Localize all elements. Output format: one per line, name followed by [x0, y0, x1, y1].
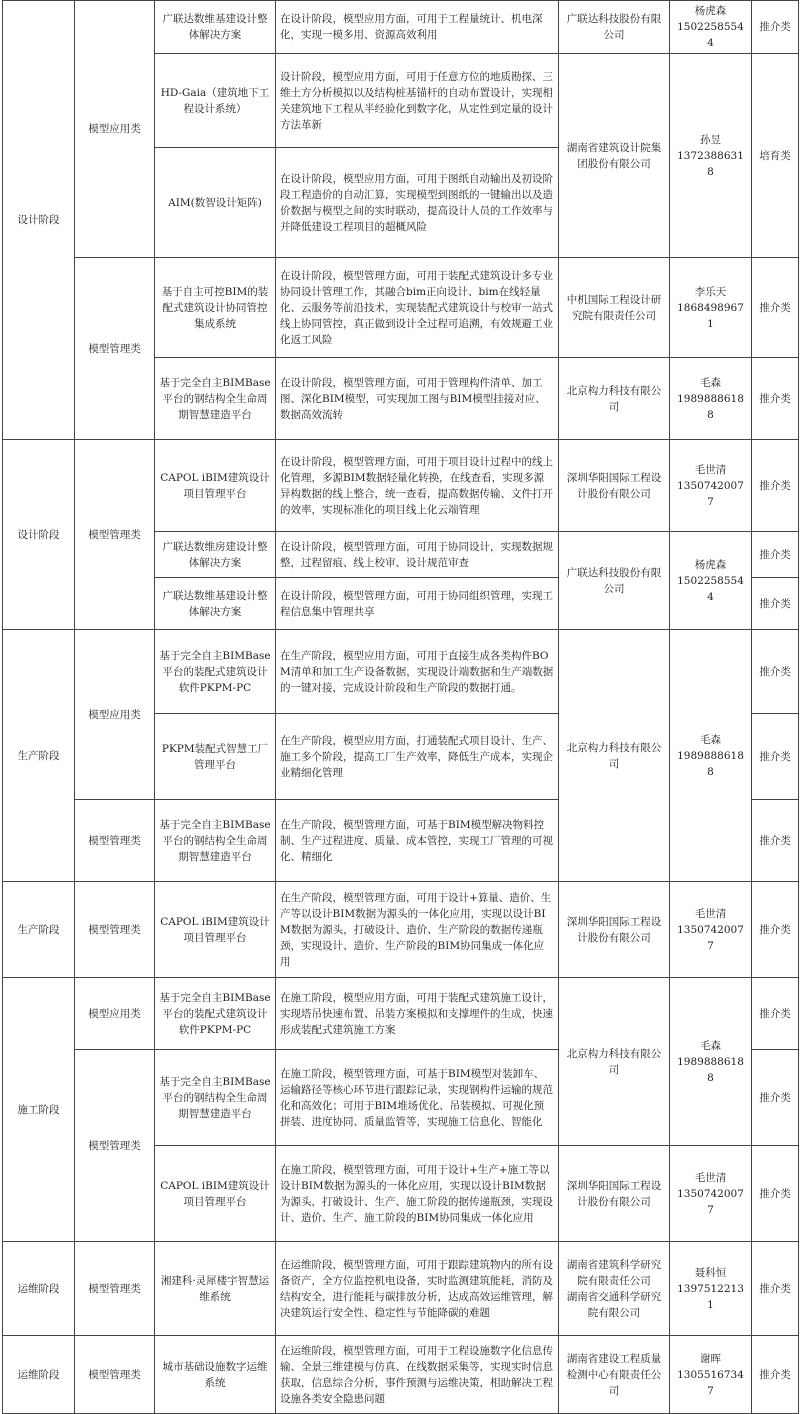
table-row: [3, 1242, 799, 1336]
type-cell: 模型应用类: [75, 630, 155, 800]
product-name: HD-Gaia（建筑地下工程设计系统）: [155, 54, 276, 148]
product-description: 在施工阶段，模型管理方面，可用于设计+生产+施工等以设计BIM数据为源头的一体化应用，实现以设计BIM数据为源头，打破设计、生产、施工阶段的据传递瓶颈，实现设计、造价、生产、施工阶段的BIM协同集成一体化应用: [276, 1146, 559, 1242]
product-name: 城市基础设施数字运维系统: [155, 1336, 276, 1414]
table-row: [3, 1, 799, 54]
product-name: CAPOL iBIM建筑设计项目管理平台: [155, 1146, 276, 1242]
stage-cell: 运维阶段: [3, 1242, 75, 1336]
company-cell: 深圳华阳国际工程设计股份有限公司: [559, 1146, 670, 1242]
company-cell: 深圳华阳国际工程设计股份有限公司: [559, 882, 670, 978]
category-cell: 推介类: [752, 532, 799, 578]
category-cell: 推介类: [752, 1146, 799, 1242]
contact-cell: 孙昱 13723886318: [670, 54, 752, 258]
product-description: 在运维阶段，模型管理方面，可用于工程设施数字化信息传输、全景三维建模与仿真、在线数据采集等，实现实时信息获取，信息综合分析，事件预测与运维决策，相助解决工程设施各类安全隐患问题: [276, 1336, 559, 1414]
company-cell: 北京构力科技有限公司: [559, 630, 670, 882]
product-name: 基于完全自主BIMBase平台的钢结构全生命周期智慧建造平台: [155, 358, 276, 440]
table-row: [3, 440, 799, 532]
product-name: AIM(数智设计矩阵): [155, 148, 276, 258]
company-cell: 湖南省建筑科学研究院有限责任公司 湖南省交通科学研究院有限公司: [559, 1242, 670, 1336]
category-cell: 推介类: [752, 800, 799, 882]
stage-cell: 运维阶段: [3, 1336, 75, 1414]
category-cell: 推介类: [752, 1050, 799, 1146]
stage-cell: 设计阶段: [3, 440, 75, 630]
company-cell: 北京构力科技有限公司: [559, 358, 670, 440]
product-name: CAPOL iBIM建筑设计项目管理平台: [155, 440, 276, 532]
category-cell: 培育类: [752, 54, 799, 258]
product-description: 在设计阶段，模型管理方面，可用于管理构件清单、加工图、深化BIM模型，可实现加工图与BIM模型挂接对应、数据高效流转: [276, 358, 559, 440]
company-cell: 广联达科技股份有限公司: [559, 532, 670, 630]
contact-cell: 毛世清 13507420077: [670, 1146, 752, 1242]
product-description: 设计阶段，模型应用方面，可用于任意方位的地质勘探、三维土方分析模拟以及结构桩基锚杆的自动布置设计，实现相关建筑地下工程从半经验化到数字化，从定性到定量的设计方法革新: [276, 54, 559, 148]
contact-cell: 毛森 19898886188: [670, 978, 752, 1146]
type-cell: 模型管理类: [75, 258, 155, 440]
product-name: 广联达数维基建设计整体解决方案: [155, 1, 276, 54]
product-description: 在设计阶段，模型管理方面，可用于项目设计过程中的线上化管理，多源BIM数据轻量化转换，在线查看，实现多源异构数据的线上整合，统一查看，提高数据传输、文件打开的效率，实现标准化的项目线上化云端管理: [276, 440, 559, 532]
company-cell: 中机国际工程设计研究院有限责任公司: [559, 258, 670, 358]
contact-cell: 聂科恒 13975122131: [670, 1242, 752, 1336]
contact-cell: 杨虎森 15022585544: [670, 1, 752, 54]
type-cell: 模型管理类: [75, 1242, 155, 1336]
category-cell: 推介类: [752, 714, 799, 800]
company-cell: 广联达科技股份有限公司: [559, 1, 670, 54]
table-row: [3, 630, 799, 714]
type-cell: 模型管理类: [75, 440, 155, 630]
company-cell: 湖南省建筑设计院集团股份有限公司: [559, 54, 670, 258]
contact-cell: 谢晖 13055167347: [670, 1336, 752, 1414]
product-description: 在生产阶段，模型管理方面，可用于设计+算量、造价、生产等以设计BIM数据为源头的一体化应用，实现以设计BIM数据为源头，打破设计、造价、生产阶段的数据传递瓶颈，实现设计、造价、生产阶段的BIM协同集成一体化应用: [276, 882, 559, 978]
type-cell: 模型管理类: [75, 800, 155, 882]
product-description: 在设计阶段，模型应用方面，可用于工程量统计、机电深化，实现一模多用、资源高效利用: [276, 1, 559, 54]
category-cell: 推介类: [752, 578, 799, 630]
product-name: 基于完全自主BIMBase平台的钢结构全生命周期智慧建造平台: [155, 800, 276, 882]
product-name: 基于自主可控BIM的装配式建筑设计协同管控集成系统: [155, 258, 276, 358]
product-description: 在施工阶段，模型应用方面，可用于装配式建筑施工设计，实现塔吊快速布置、吊装方案模拟和支撑埋件的生成，快速形成装配式建筑施工方案: [276, 978, 559, 1050]
product-description: 在生产阶段，模型管理方面，可基于BIM模型解决物料控制、生产过程进度、质量、成本管控，实现工厂管理的可视化、精细化: [276, 800, 559, 882]
product-name: 湘建科·灵犀楼宇智慧运维系统: [155, 1242, 276, 1336]
category-cell: 推介类: [752, 630, 799, 714]
product-name: 基于完全自主BIMBase平台的装配式建筑设计软件PKPM-PC: [155, 978, 276, 1050]
company-cell: 北京构力科技有限公司: [559, 978, 670, 1146]
contact-cell: 毛森 19898886188: [670, 630, 752, 882]
stage-cell: 生产阶段: [3, 882, 75, 978]
product-table: [2, 0, 799, 1414]
product-description: 在设计阶段，模型管理方面，可用于装配式建筑设计多专业协同设计管理工作，其融合bim正向设计、bim在线轻量化、云服务等前沿技术，实现装配式建筑设计与校审一站式线上协同管控，真正做到设计全过程可追溯，有效规避工业化返工风险: [276, 258, 559, 358]
type-cell: 模型管理类: [75, 882, 155, 978]
product-name: 广联达数维房建设计整体解决方案: [155, 532, 276, 578]
category-cell: 推介类: [752, 1242, 799, 1336]
product-description: 在设计阶段，模型管理方面，可用于协同组织管理，实现工程信息集中管理共享: [276, 578, 559, 630]
company-cell: 深圳华阳国际工程设计股份有限公司: [559, 440, 670, 532]
type-cell: 模型应用类: [75, 978, 155, 1050]
category-cell: 推介类: [752, 1, 799, 54]
product-name: PKPM装配式智慧工厂管理平台: [155, 714, 276, 800]
product-name: 广联达数维基建设计整体解决方案: [155, 578, 276, 630]
company-cell: 湖南省建设工程质量检测中心有限责任公司: [559, 1336, 670, 1414]
product-description: 在设计阶段，模型管理方面，可用于协同设计，实现数据规整，过程留痕、线上校审、设计规范审查: [276, 532, 559, 578]
product-name: CAPOL iBIM建筑设计项目管理平台: [155, 882, 276, 978]
category-cell: 推介类: [752, 882, 799, 978]
category-cell: 推介类: [752, 258, 799, 358]
product-name: 基于完全自主BIMBase平台的钢结构全生命周期智慧建造平台: [155, 1050, 276, 1146]
product-description: 在生产阶段，模型应用方面，可用于直接生成各类构件BOM清单和加工生产设备数据，实现设计端数据和生产端数据的一键对接，完成设计阶段和生产阶段的数据打通。: [276, 630, 559, 714]
table-row: [3, 1336, 799, 1414]
table-row: [3, 978, 799, 1050]
product-description: 在施工阶段，模型管理方面，可基于BIM模型对装卸车、运输路径等核心环节进行跟踪记录，实现钢构件运输的规范化和高效化；可用于BIM堆场优化、吊装模拟、可视化预拼装、进度协同、质量监管等，实现施工信息化、智能化: [276, 1050, 559, 1146]
category-cell: 推介类: [752, 440, 799, 532]
stage-cell: 生产阶段: [3, 630, 75, 882]
contact-cell: 李乐天 18684989671: [670, 258, 752, 358]
type-cell: 模型管理类: [75, 1050, 155, 1242]
product-description: 在生产阶段，模型应用方面，打通装配式项目设计、生产、施工多个阶段，提高工厂生产效率，降低生产成本，实现企业精细化管理: [276, 714, 559, 800]
table-row: [3, 258, 799, 358]
stage-cell: 设计阶段: [3, 1, 75, 440]
contact-cell: 毛世清 13507420077: [670, 440, 752, 532]
table-row: [3, 882, 799, 978]
contact-cell: 杨虎森 15022585544: [670, 532, 752, 630]
product-name: 基于完全自主BIMBase平台的装配式建筑设计软件PKPM-PC: [155, 630, 276, 714]
category-cell: 推介类: [752, 978, 799, 1050]
product-description: 在运维阶段，模型管理方面，可用于跟踪建筑物内的所有设备资产，全方位监控机电设备，实时监测建筑能耗，消防及结构安全，进行能耗与碳排放分析，达成高效运维管理，解决建筑运行安全性、稳定性与节能降碳的难题: [276, 1242, 559, 1336]
type-cell: 模型管理类: [75, 1336, 155, 1414]
product-description: 在设计阶段，模型应用方面，可用于图纸自动输出及初设阶段工程造价的自动汇算，实现模型到图纸的一键输出以及造价数据与模型之间的实时联动，提高设计人员的工作效率与并降低建设工程项目的超概风险: [276, 148, 559, 258]
type-cell: 模型应用类: [75, 1, 155, 258]
category-cell: 推介类: [752, 1336, 799, 1414]
category-cell: 推介类: [752, 358, 799, 440]
contact-cell: 毛世清 13507420077: [670, 882, 752, 978]
stage-cell: 施工阶段: [3, 978, 75, 1242]
contact-cell: 毛森 19898886188: [670, 358, 752, 440]
